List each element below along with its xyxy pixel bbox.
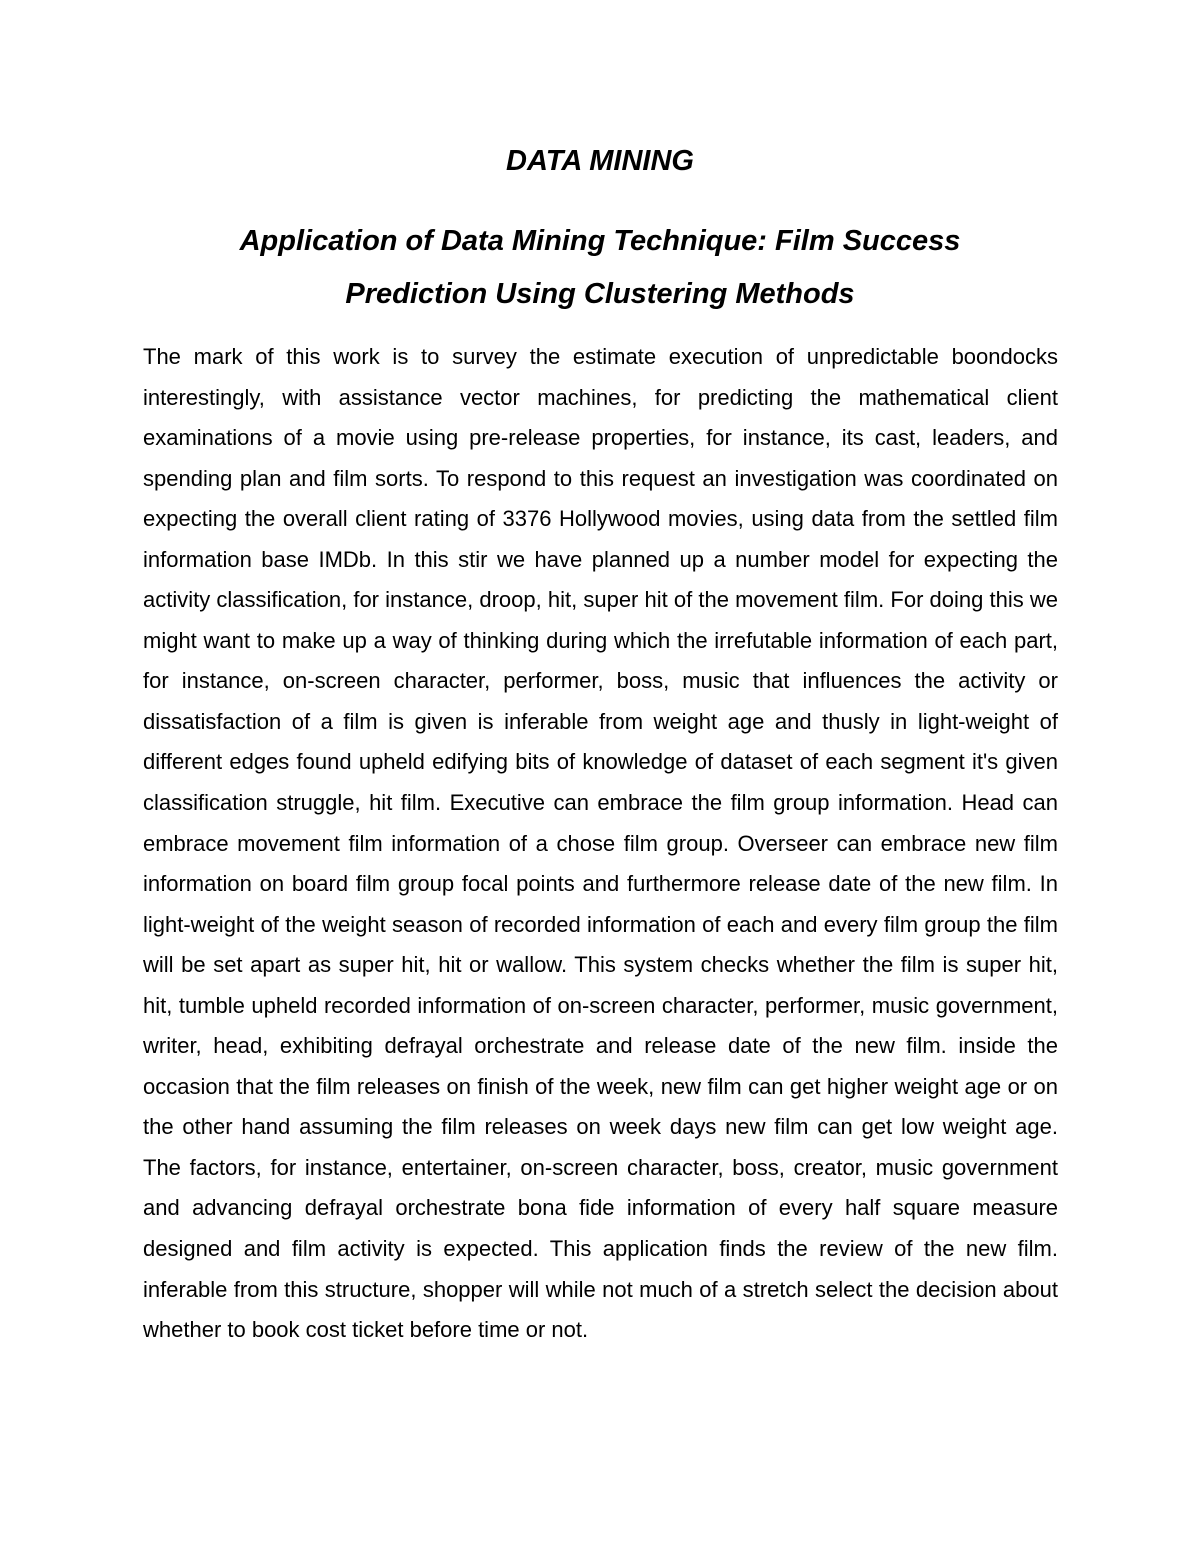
document-subtitle <box>0 215 1200 321</box>
body-paragraph: The mark of this work is to survey the estimate execution of unpredictable boondocks interestingly, with assistance vector machines, for predicting the mathematical client examinations of a movie using pre-release properties, for instance, its cast, leaders, and spending plan and film sorts. To respond to this request an investigation was coordinated on expecting the overall client rating of 3376 Hollywood movies, using data from the settled film information base IMDb. In this stir we have planned up a number model for expecting the activity classification, for instance, droop, hit, super hit of the movement film. For doing this we might want to make up a way of thinking during which the irrefutable information of each part, for instance, on-screen character, performer, boss, music that influences the activity or dissatisfaction of a film is given is inferable from weight age and thusly in light-weight of different edges found upheld edifying bits of knowledge of dataset of each segment it's given classification struggle, hit film. Executive can embrace the film group information. Head can embrace movement film information of a chose film group. Overseer can embrace new film information on board film group focal points and furthermore release date of the new film. In light-weight of the weight season of recorded information of each and every film group the film will be set apart as super hit, hit or wallow. This system checks whether the film is super hit, hit, tumble upheld recorded information of on-screen character, performer, music government, writer, head, exhibiting defrayal orchestrate and release date of the new film. inside the occasion that the film releases on finish of the week, new film can get higher weight age or on the other hand assuming the film releases on week days new film can get low weight age. The factors, for instance, entertainer, on-screen character, boss, creator, music government and advancing defrayal orchestrate bona fide information of every half square measure designed and film activity is expected. This application finds the review of the new film. inferable from this structure, shopper will while not much of a stretch select the decision about whether to book cost ticket before time or not. <box>143 344 1058 1343</box>
subtitle-line-1: Application of Data Mining Technique: Film Success <box>239 225 961 257</box>
subtitle-line-2: Prediction Using Clustering Methods <box>345 278 855 310</box>
document-title: DATA MINING <box>506 145 694 177</box>
